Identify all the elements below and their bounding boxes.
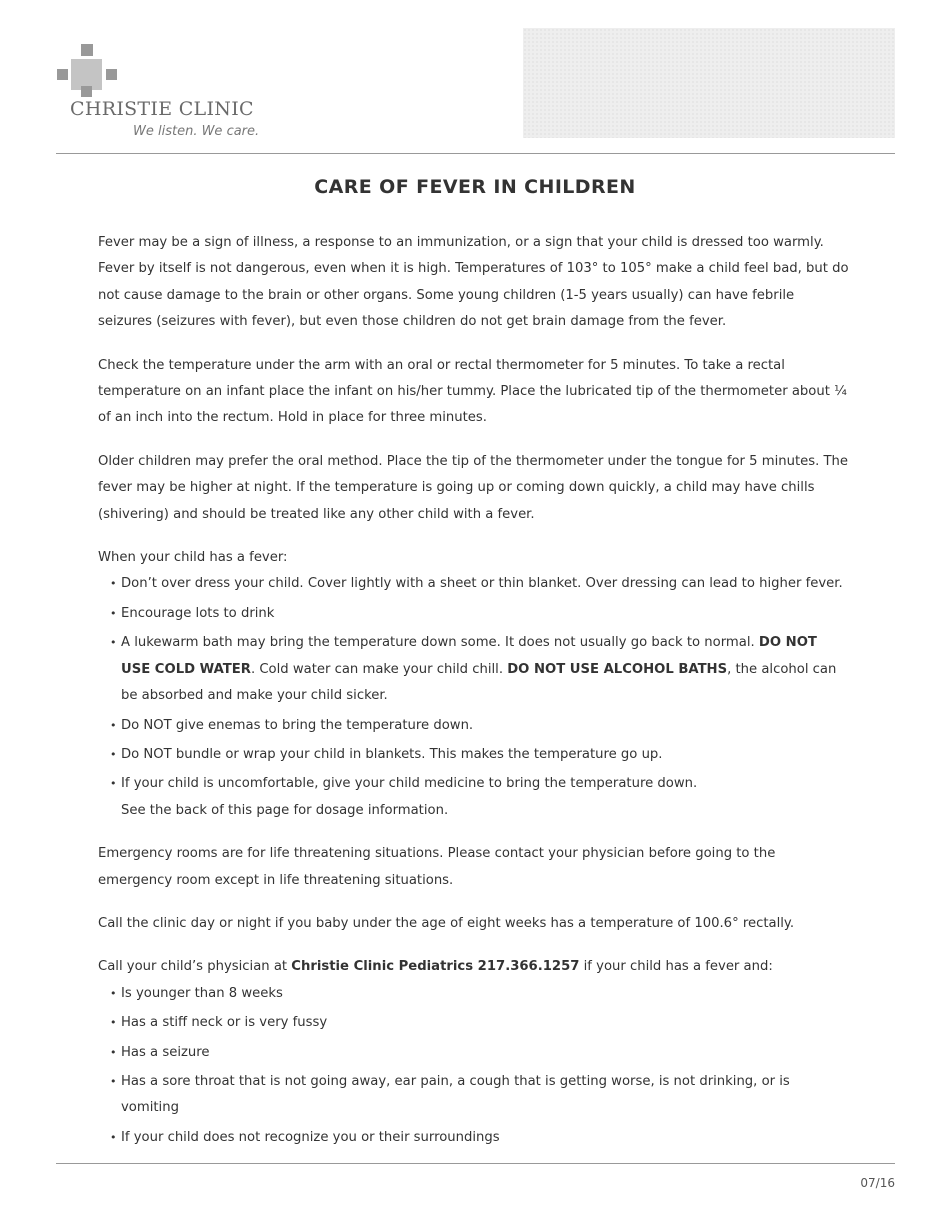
header-divider — [56, 153, 895, 154]
list-item-text: See the back of this page for dosage information. — [121, 802, 449, 818]
warning-cold-water: DO NOT USE COLD WATER — [121, 635, 817, 677]
list-item — [98, 630, 850, 709]
list-item: • Has a stiff neck or is very fussy — [98, 1010, 850, 1036]
physician-call-list — [98, 981, 850, 1151]
list-item: • Has a sore throat that is not going away, ear pain, a cough that is getting worse, is not drinking, or is vomiting — [98, 1069, 850, 1122]
document-body — [98, 230, 850, 1168]
paragraph-rectal-temperature: Check the temperature under the arm with an oral or rectal thermometer for 5 minutes. To take a rectal temperature on an infant place the infant on his/her tummy. Place the lubricated tip of the thermometer about ¼ of an inch into the rectum. Hold in place for three minutes. — [98, 357, 847, 426]
paragraph-oral-temperature: Older children may prefer the oral method. Place the tip of the thermometer under the tongue for 5 minutes. The fever may be higher at night. If the temperature is going up or coming down quickly, a child may have chills (shivering) and should be treated like any other child with a fever. — [98, 453, 849, 522]
lead-text: Call your child’s physician at — [98, 959, 292, 975]
paragraph-emergency: Emergency rooms are for life threatening situations. Please contact your physician before going to the emergency room except in life threatening situations. — [98, 846, 776, 888]
physician-list-lead — [98, 954, 850, 980]
page-title: CARE OF FEVER IN CHILDREN — [314, 176, 636, 198]
list-item: • Do NOT bundle or wrap your child in blankets. This makes the temperature go up. — [98, 742, 850, 768]
warning-alcohol-baths: DO NOT USE ALCOHOL BATHS — [507, 661, 728, 677]
christie-clinic-logo-icon — [56, 44, 120, 98]
list-item: • Do NOT give enemas to bring the temperature down. — [98, 713, 850, 739]
lead-text: if your child has a fever and: — [579, 959, 773, 975]
logo-tagline: We listen. We care. — [133, 124, 260, 139]
footer-divider — [56, 1163, 895, 1164]
page-header — [0, 0, 950, 160]
paragraph-fever-intro: Fever may be a sign of illness, a response to an immunization, or a sign that your child is dressed too warmly. Fever by itself is not dangerous, even when it is high. Temperatures of 103° to 105° make a child feel bad, but do not cause damage to the brain or other organs. Some young children (1-5 years usually) can have febrile seizures (seizures with fever), but even those children do not get brain damage from the fever. — [98, 235, 849, 330]
list-item — [98, 771, 850, 824]
list-item-text: If your child is uncomfortable, give your child medicine to bring the temperature down. — [121, 776, 698, 792]
list-item-text: , the alcohol can be absorbed and make your child sicker. — [121, 661, 837, 704]
paragraph-call-clinic: Call the clinic day or night if you baby under the age of eight weeks has a temperature of 100.6° rectally. — [98, 915, 795, 931]
logo-name: CHRISTIE CLINIC — [70, 98, 254, 120]
clinic-phone: Christie Clinic Pediatrics 217.366.1257 — [291, 959, 580, 975]
stamp-area — [523, 28, 895, 138]
list-item: • If your child does not recognize you or their surroundings — [98, 1125, 850, 1151]
list-item-text: A lukewarm bath may bring the temperature down some. It does not usually go back to normal. — [121, 635, 759, 651]
list-item: • Is younger than 8 weeks — [98, 981, 850, 1007]
list-item-text: . Cold water can make your child chill. — [250, 661, 508, 677]
fever-list-lead: When your child has a fever: — [98, 550, 288, 566]
list-item: • Don’t over dress your child. Cover lightly with a sheet or thin blanket. Over dressing can lead to higher fever. — [98, 571, 850, 597]
fever-care-list — [98, 571, 850, 824]
list-item: • Encourage lots to drink — [98, 601, 850, 627]
list-item: • Has a seizure — [98, 1040, 850, 1066]
form-code: 07/16 — [860, 1176, 895, 1190]
